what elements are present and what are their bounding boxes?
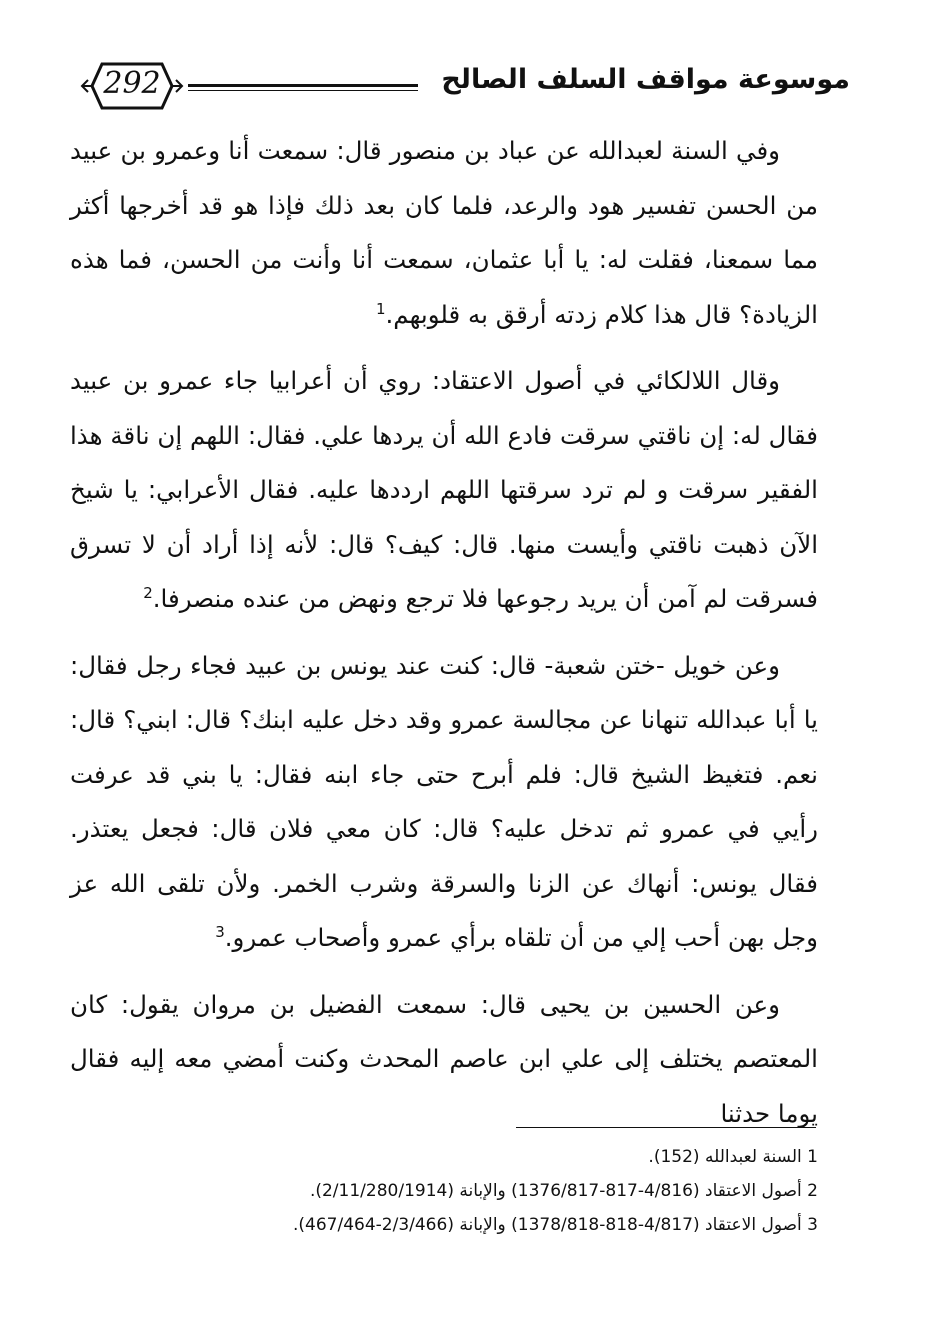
page-header: [70, 58, 850, 118]
paragraph-text: وعن الحسين بن يحيى قال: سمعت الفضيل بن مروان يقول: كان المعتصم يختلف إلى علي ابن عاصم المحدث وكنت أمضي معه إليه فقال يوما حدثنا: [70, 989, 818, 1128]
paragraph-text: وقال اللالكائي في أصول الاعتقاد: روي أن أعرابيا جاء عمرو بن عبيد فقال له: إن ناقتي سرقت فادع الله أن يردها علي. فقال: اللهم إن ناقة هذا الفقير سرقت و لم ترد سرقتها اللهم ارددها عليه. فقال الأعرابي: يا شيخ الآن ذهبت ناقتي وأيست منها. قال: كيف؟ قال: لأنه إذا أراد أن لا تسرق فسرقت لم آمن أن يريد رجوعها فلا ترجع ونهض من عنده منصرفا.: [70, 366, 818, 613]
footnotes: [120, 1140, 818, 1242]
paragraph: [70, 354, 818, 627]
main-text: [70, 124, 818, 1153]
footnote-marker: 1: [375, 299, 386, 318]
footnote-item: 1 السنة لعبدالله (152).: [648, 1147, 818, 1167]
page-number: 292: [103, 66, 161, 101]
paragraph-text: وفي السنة لعبدالله عن عباد بن منصور قال: سمعت أنا وعمرو بن عبيد من الحسن تفسير هود والرعد، فلما كان بعد ذلك فإذا هو قد أخرجها أكثر مما سمعنا، فقلت له: يا أبا عثمان، سمعت أنا وأنت من الحسن، فما هذه الزيادة؟ قال هذا كلام زدته أرقق به قلوبهم.: [70, 136, 818, 329]
paragraph: [70, 124, 818, 342]
paragraph: [70, 978, 818, 1142]
footnote-divider: [516, 1127, 816, 1128]
paragraph-text: وعن خويل -ختن شعبة- قال: كنت عند يونس بن عبيد فجاء رجل فقال: يا أبا عبدالله تنهانا عن مجالسة عمرو وقد دخل عليه ابنك؟ قال: ابني؟ قال: نعم. فتغيظ الشيخ قال: فلم أبرح حتى جاء ابنه فقال: يا بني قد عرفت رأيي في عمرو ثم تدخل عليه؟ قال: كان معي فلان قال: فجعل يعتذر. فقال يونس: أنهاك عن الزنا والسرقة وشرب الخمر. ولأن تلقى الله عز وجل بهن أحب إلي من أن تلقاه برأي عمرو وأصحاب عمرو.: [70, 650, 818, 952]
paragraph: [70, 639, 818, 966]
header-rule-thick: [188, 84, 418, 87]
series-title: موسوعة مواقف السلف الصالح: [441, 64, 850, 95]
header-rule-thin: [188, 90, 418, 91]
footnote-item: 2 أصول الاعتقاد (4/816-817-1376/817) والإبانة (2/11/280/1914).: [309, 1181, 818, 1201]
footnote-marker: 2: [143, 583, 153, 602]
page-number-badge: [78, 58, 186, 114]
footnote-marker: 3: [215, 922, 225, 941]
footnote-item: 3 أصول الاعتقاد (4/817-818-1378/818) والإبانة (2/3/466-467/464).: [292, 1215, 818, 1235]
